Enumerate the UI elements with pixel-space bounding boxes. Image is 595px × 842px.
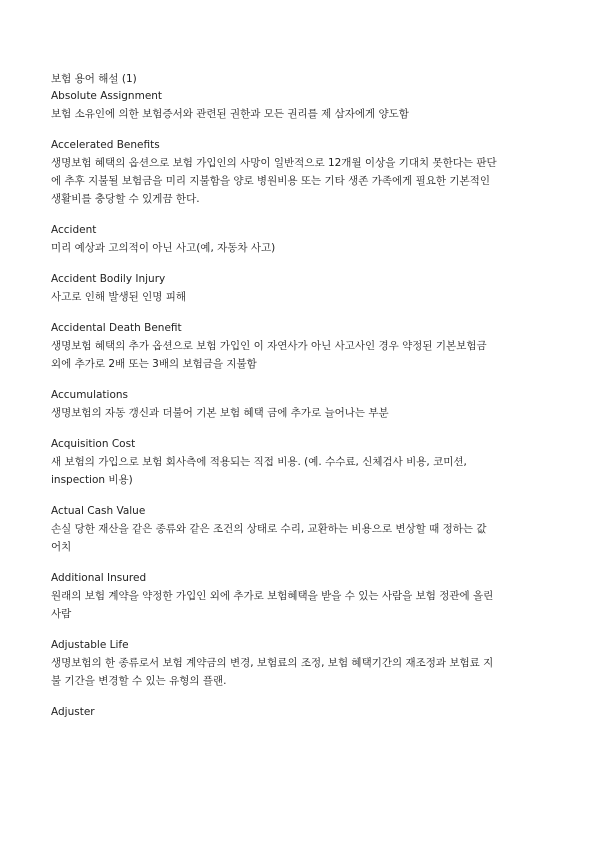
glossary-definition	[51, 337, 551, 373]
glossary-definition	[51, 105, 551, 123]
glossary-term: Additional Insured	[51, 572, 147, 584]
glossary-term: Accidental Death Benefit	[51, 322, 182, 334]
definition-line: 외에 추가로 2배 또는 3배의 보험금을 지불함	[51, 358, 257, 370]
glossary-entry	[51, 320, 551, 373]
definition-line: 손실 당한 재산을 같은 종류와 같은 조건의 상태로 수리, 교환하는 비용으로 변상할 때 정하는 값	[51, 523, 487, 535]
glossary-term: Actual Cash Value	[51, 505, 146, 517]
definition-line: 새 보험의 가입으로 보험 회사측에 적용되는 직접 비용. (예. 수수료, 신체검사 비용, 코미션,	[51, 456, 467, 468]
glossary-entry	[51, 271, 551, 306]
definition-line: 미리 예상과 고의적이 아닌 사고(예, 자동차 사고)	[51, 242, 276, 254]
glossary-entry	[51, 137, 551, 208]
glossary-definition	[51, 520, 551, 556]
definition-line: 생명보험의 자동 갱신과 더불어 기본 보험 혜택 금에 추가로 늘어나는 부분	[51, 407, 389, 419]
glossary-definition	[51, 154, 551, 208]
definition-line: 생활비를 충당할 수 있게끔 한다.	[51, 193, 200, 205]
definition-line: 불 기간을 변경할 수 있는 유형의 플랜.	[51, 675, 227, 687]
glossary-entry	[51, 222, 551, 257]
definition-line: 생명보험 혜택의 추가 옵션으로 보험 가입인 이 자연사가 아닌 사고사인 경우 약정된 기본보험금	[51, 340, 487, 352]
glossary-term: Adjustable Life	[51, 639, 129, 651]
definition-line: inspection 비용)	[51, 474, 133, 486]
glossary-entry	[51, 503, 551, 556]
glossary-term: Accident Bodily Injury	[51, 273, 166, 285]
glossary-term: Acquisition Cost	[51, 438, 136, 450]
definition-line: 어치	[51, 541, 72, 553]
glossary-definition	[51, 404, 551, 422]
glossary-term: Accelerated Benefits	[51, 139, 160, 151]
glossary-entry	[51, 88, 551, 123]
glossary-term: Absolute Assignment	[51, 90, 163, 102]
glossary-term: Accident	[51, 224, 97, 236]
definition-line: 생명보험 혜택의 옵션으로 보험 가입인의 사망이 일반적으로 12개월 이상을 기대치 못한다는 판단	[51, 157, 497, 169]
definition-line: 생명보험의 한 종류로서 보험 계약금의 변경, 보험료의 조정, 보험 혜택기간의 재조정과 보험료 지	[51, 657, 494, 669]
glossary-definition	[51, 239, 551, 257]
definition-line: 원래의 보험 계약을 약정한 가입인 외에 추가로 보험혜택을 받을 수 있는 사람을 보험 정관에 올린	[51, 590, 494, 602]
glossary-term: Accumulations	[51, 389, 129, 401]
definition-line: 에 추후 지불될 보험금을 미리 지불함을 양로 병원비용 또는 기타 생존 가족에게 필요한 기본적인	[51, 175, 490, 187]
definition-line: 사고로 인해 발생된 인명 피해	[51, 291, 187, 303]
glossary-entry	[51, 570, 551, 623]
glossary-definition	[51, 453, 551, 489]
document-page	[51, 71, 551, 735]
glossary-term: Adjuster	[51, 706, 95, 718]
glossary-definition	[51, 288, 551, 306]
definition-line: 사람	[51, 608, 72, 620]
glossary-entry	[51, 704, 551, 721]
document-title: 보험 용어 해설 (1)	[51, 73, 137, 85]
definition-line: 보험 소유인에 의한 보험증서와 관련된 권한과 모든 권리를 제 삼자에게 양도함	[51, 108, 409, 120]
glossary-entry	[51, 436, 551, 489]
glossary-entry	[51, 387, 551, 422]
glossary-definition	[51, 587, 551, 623]
glossary-definition	[51, 654, 551, 690]
glossary-entry	[51, 637, 551, 690]
